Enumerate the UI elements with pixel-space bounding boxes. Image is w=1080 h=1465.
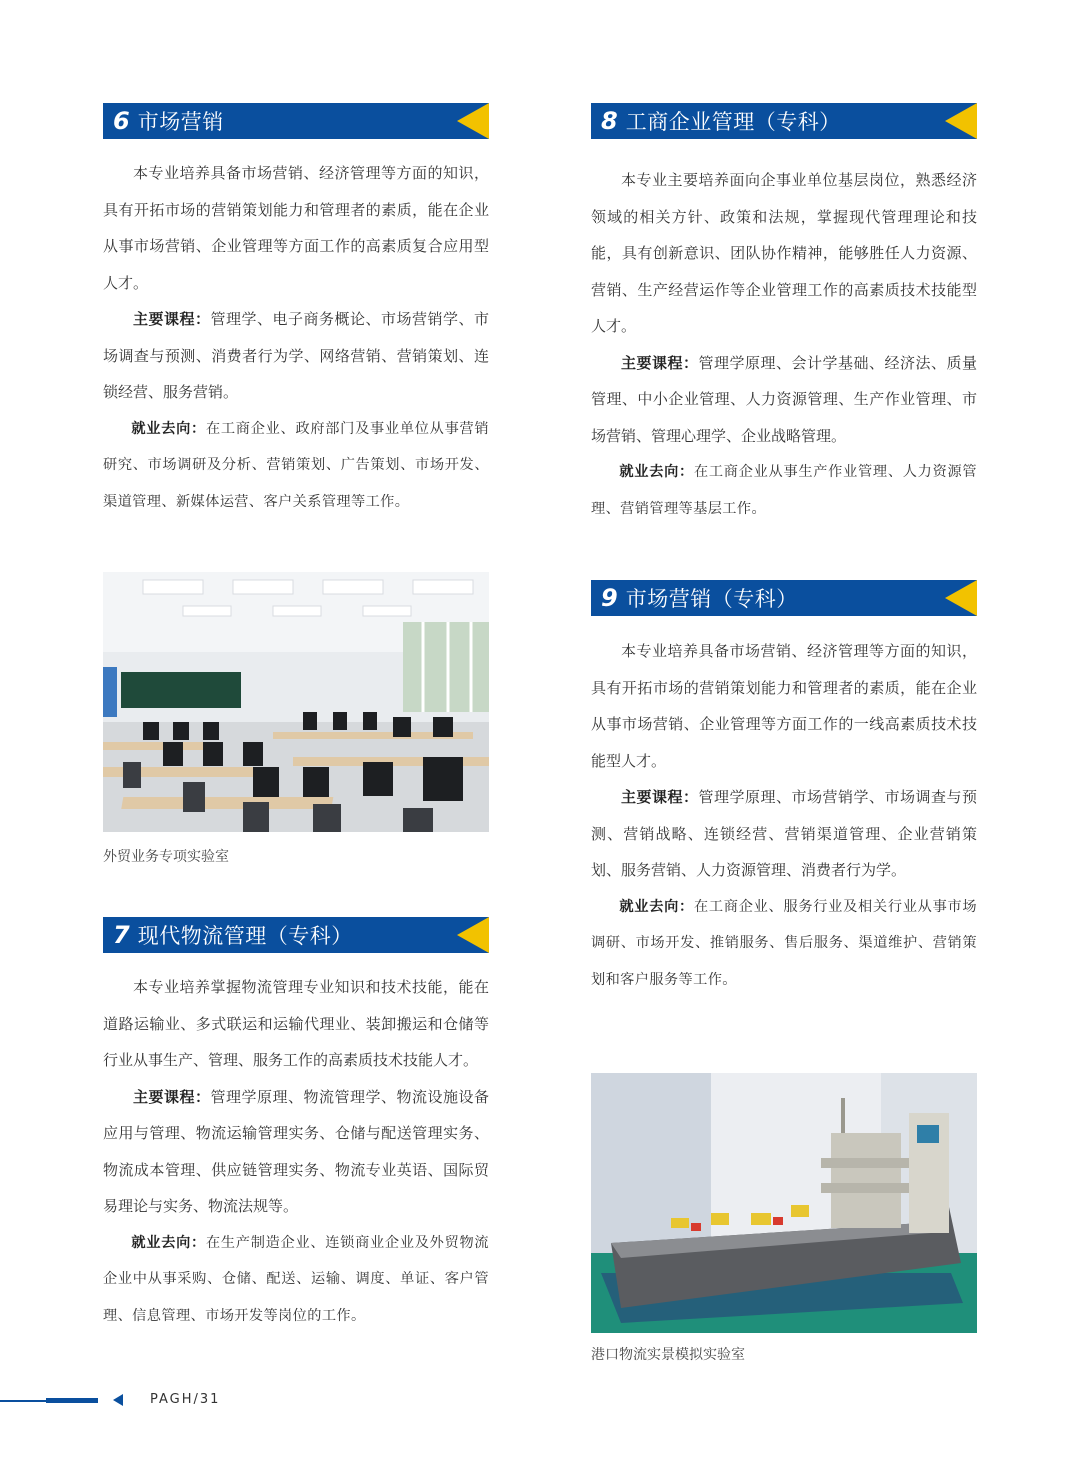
photo-caption: 外贸业务专项实验室 (103, 849, 229, 865)
jobs-label: 就业去向： (131, 420, 206, 437)
section-8-title: 工商企业管理（专科） (625, 110, 841, 134)
ship-model-photo (591, 1073, 977, 1333)
triangle-corner-icon (457, 917, 489, 953)
section-8-number: 8 (601, 107, 618, 135)
section-8-courses (591, 345, 977, 455)
jobs-label: 就业去向： (619, 898, 694, 915)
computer-lab-photo (103, 572, 489, 832)
section-7-title: 现代物流管理（专科） (137, 924, 353, 948)
left-arrow-icon[interactable] (113, 1394, 123, 1406)
courses-text: 管理学原理、市场营销学、市场调查与预测、营销战略、连锁经营、营销渠道管理、企业营销策划、服务营销、人力资源管理、消费者行为学。 (591, 788, 977, 879)
jobs-text: 在工商企业、服务行业及相关行业从事市场调研、市场开发、推销服务、售后服务、渠道维护、营销策划和客户服务等工作。 (591, 898, 977, 988)
section-6-jobs (103, 411, 489, 521)
courses-label: 主要课程： (133, 1087, 211, 1106)
triangle-corner-icon (945, 580, 977, 616)
section-6-heading (103, 103, 489, 139)
footer-rule-accent (46, 1398, 98, 1403)
section-9-intro: 本专业培养具备市场营销、经济管理等方面的知识，具有开拓市场的营销策划能力和管理者的素质，能在企业从事市场营销、企业管理等方面工作的一线高素质技术技能型人才。 (591, 642, 977, 770)
section-6-intro: 本专业培养具备市场营销、经济管理等方面的知识，具有开拓市场的营销策划能力和管理者的素质，能在企业从事市场营销、企业管理等方面工作的高素质复合应用型人才。 (103, 164, 489, 292)
section-9-heading (591, 580, 977, 616)
section-7-courses (103, 1079, 489, 1225)
section-7-intro: 本专业培养掌握物流管理专业知识和技术技能，能在道路运输业、多式联运和运输代理业、装卸搬运和仓储等行业从事生产、管理、服务工作的高素质技术技能人才。 (103, 978, 489, 1069)
section-8-body (591, 162, 977, 527)
courses-label: 主要课程： (621, 788, 699, 806)
courses-label: 主要课程： (621, 353, 699, 372)
triangle-corner-icon (945, 103, 977, 139)
courses-label: 主要课程： (133, 310, 211, 328)
jobs-text: 在工商企业、政府部门及事业单位从事营销研究、市场调研及分析、营销策划、广告策划、市场开发、渠道管理、新媒体运营、客户关系管理等工作。 (103, 420, 489, 510)
section-7-body (103, 969, 489, 1334)
jobs-text: 在工商企业从事生产作业管理、人力资源管理、营销管理等基层工作。 (591, 464, 977, 517)
section-6-body (103, 155, 489, 520)
section-7-jobs (103, 1225, 489, 1335)
jobs-text: 在生产制造企业、连锁商业企业及外贸物流企业中从事采购、仓储、配送、运输、调度、单证、客户管理、信息管理、市场开发等岗位的工作。 (103, 1234, 489, 1324)
jobs-label: 就业去向： (619, 464, 694, 480)
section-9-courses (591, 779, 977, 889)
photo-caption: 港口物流实景模拟实验室 (591, 1347, 745, 1363)
section-9-jobs (591, 889, 977, 999)
courses-text: 管理学原理、会计学基础、经济法、质量管理、中小企业管理、人力资源管理、生产作业管理、市场营销、管理心理学、企业战略管理。 (591, 353, 977, 445)
page-number: PAGH/31 (150, 1392, 221, 1407)
triangle-corner-icon (457, 103, 489, 139)
section-8-heading (591, 103, 977, 139)
section-6-title: 市场营销 (137, 110, 224, 134)
courses-text: 管理学、电子商务概论、市场营销学、市场调查与预测、消费者行为学、网络营销、营销策划、连锁经营、服务营销。 (103, 310, 489, 401)
section-7-number: 7 (113, 921, 130, 949)
section-9-body (591, 633, 977, 998)
courses-text: 管理学原理、物流管理学、物流设施设备应用与管理、物流运输管理实务、仓储与配送管理实务、物流成本管理、供应链管理实务、物流专业英语、国际贸易理论与实务、物流法规等。 (103, 1087, 489, 1215)
section-6-number: 6 (113, 107, 130, 135)
section-6-courses (103, 301, 489, 411)
section-9-title: 市场营销（专科） (625, 587, 798, 611)
section-7-heading (103, 917, 489, 953)
computer-lab-image (103, 572, 489, 832)
ship-model-image (591, 1073, 977, 1333)
section-9-number: 9 (601, 584, 618, 612)
section-8-jobs (591, 454, 977, 527)
section-8-intro: 本专业主要培养面向企事业单位基层岗位，熟悉经济领域的相关方针、政策和法规，掌握现代管理理论和技能，具有创新意识、团队协作精神，能够胜任人力资源、营销、生产经营运作等企业管理工作的高素质技术技能型人才。 (591, 171, 977, 335)
jobs-label: 就业去向： (131, 1234, 206, 1251)
